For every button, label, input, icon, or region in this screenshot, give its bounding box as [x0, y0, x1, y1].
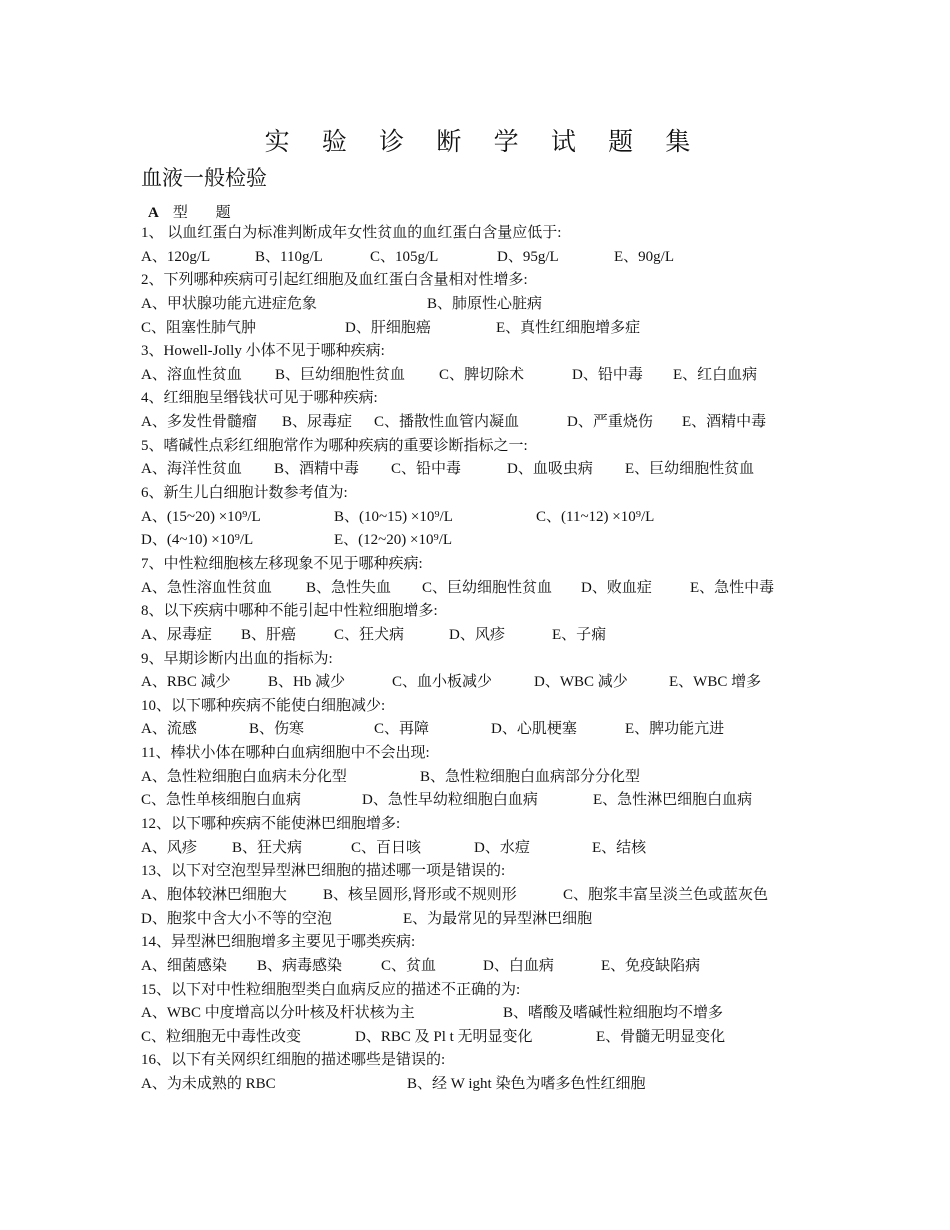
answer-option: B、尿毒症 [282, 414, 353, 431]
question-stem: 3、Howell-Jolly 小体不见于哪种疾病: [141, 343, 385, 360]
question-stem: 12、以下哪种疾病不能使淋巴细胞增多: [141, 816, 401, 833]
answer-options [141, 1026, 801, 1050]
answer-option: E、子痫 [552, 626, 607, 643]
answer-option: C、巨幼细胞性贫血 [422, 579, 553, 596]
answer-option: A、甲状腺功能亢进症危象 [141, 295, 317, 312]
question-text [141, 553, 801, 577]
answer-option: E、脾功能亢进 [625, 721, 725, 738]
question-stem: 6、新生儿白细胞计数参考值为: [141, 485, 348, 502]
answer-option: E、酒精中毒 [682, 414, 767, 431]
answer-option: C、粒细胞无中毒性改变 [141, 1028, 302, 1045]
answer-option: D、急性早幼粒细胞白血病 [362, 792, 538, 809]
answer-option: C、贫血 [381, 957, 437, 974]
answer-options [141, 1002, 801, 1026]
question-text [141, 931, 801, 955]
answer-option: A、溶血性贫血 [141, 366, 242, 383]
question-stem: 10、以下哪种疾病不能使白细胞减少: [141, 697, 386, 714]
answer-option: E、巨幼细胞性贫血 [625, 461, 755, 478]
answer-option: A、细菌感染 [141, 957, 227, 974]
question-text [141, 813, 801, 837]
answer-option: B、肝癌 [241, 626, 297, 643]
answer-option: B、急性失血 [306, 579, 392, 596]
answer-option: C、急性单核细胞白血病 [141, 792, 302, 809]
question-type-heading [148, 201, 243, 222]
answer-option: B、核呈圆形,肾形或不规则形 [323, 886, 517, 903]
answer-option: A、急性粒细胞白血病未分化型 [141, 768, 347, 785]
question-stem: 9、早期诊断内出血的指标为: [141, 650, 333, 667]
answer-option: B、病毒感染 [257, 957, 343, 974]
answer-options [141, 718, 801, 742]
answer-option: D、胞浆中含大小不等的空泡 [141, 910, 332, 927]
answer-option: C、百日咳 [351, 839, 422, 856]
answer-options [141, 506, 801, 530]
answer-option: A、多发性骨髓瘤 [141, 414, 257, 431]
question-stem: 13、以下对空泡型异型淋巴细胞的描述哪一项是错误的: [141, 863, 506, 880]
answer-option: A、WBC 中度增高以分叶核及杆状核为主 [141, 1005, 415, 1022]
question-text [141, 742, 801, 766]
answer-options [141, 884, 801, 908]
answer-option: E、骨髓无明显变化 [596, 1028, 726, 1045]
answer-option: A、海洋性贫血 [141, 461, 242, 478]
question-stem: 5、嗜碱性点彩红细胞常作为哪种疾病的重要诊断指标之一: [141, 437, 528, 454]
answer-option: C、再障 [374, 721, 430, 738]
question-text [141, 860, 801, 884]
answer-option: A、急性溶血性贫血 [141, 579, 272, 596]
answer-option: E、WBC 增多 [669, 674, 762, 691]
answer-option: B、狂犬病 [232, 839, 303, 856]
answer-option: D、水痘 [474, 839, 530, 856]
answer-option: B、伤寒 [249, 721, 305, 738]
answer-option: E、急性淋巴细胞白血病 [593, 792, 753, 809]
answer-option: C、播散性血管内凝血 [374, 414, 520, 431]
question-text [141, 979, 801, 1003]
answer-options [141, 458, 801, 482]
question-text [141, 1049, 801, 1073]
answer-options [141, 411, 801, 435]
answer-option: D、95g/L [497, 248, 559, 265]
answer-option: E、急性中毒 [690, 579, 775, 596]
answer-options [141, 837, 801, 861]
section-title: 血液一般检验 [141, 166, 267, 190]
answer-option: E、结核 [592, 839, 647, 856]
answer-options [141, 624, 801, 648]
answer-option: B、110g/L [255, 248, 323, 265]
answer-option: E、为最常见的异型淋巴细胞 [403, 910, 593, 927]
question-text [141, 695, 801, 719]
question-type-label: 型 题 [172, 205, 243, 221]
answer-options [141, 364, 801, 388]
answer-option: B、经 W ight 染色为嗜多色性红细胞 [407, 1076, 646, 1093]
answer-option: A、胞体较淋巴细胞大 [141, 886, 287, 903]
question-type-letter: A [148, 205, 159, 221]
answer-option: C、阻塞性肺气肿 [141, 319, 257, 336]
answer-options [141, 908, 801, 932]
answer-options [141, 577, 801, 601]
answer-options [141, 293, 801, 317]
answer-option: B、(10~15) ×10⁹/L [334, 508, 453, 525]
question-stem: 7、中性粒细胞核左移现象不见于哪种疾病: [141, 555, 423, 572]
answer-option: E、90g/L [614, 248, 674, 265]
answer-option: A、120g/L [141, 248, 211, 265]
page-title: 实 验 诊 断 学 试 题 集 [264, 129, 704, 156]
question-stem: 2、下列哪种疾病可引起红细胞及血红蛋白含量相对性增多: [141, 272, 528, 289]
answer-option: D、(4~10) ×10⁹/L [141, 532, 254, 549]
question-stem: 4、红细胞呈缗钱状可见于哪种疾病: [141, 390, 378, 407]
question-stem: 15、以下对中性粒细胞型类白血病反应的描述不正确的为: [141, 981, 521, 998]
answer-option: C、血小板减少 [392, 674, 493, 691]
answer-option: B、肺原性心脏病 [427, 295, 543, 312]
answer-option: A、为未成熟的 RBC [141, 1076, 276, 1093]
question-stem: 16、以下有关网织红细胞的描述哪些是错误的: [141, 1052, 446, 1069]
answer-option: D、严重烧伤 [567, 414, 653, 431]
answer-options [141, 246, 801, 270]
answer-option: A、RBC 减少 [141, 674, 231, 691]
answer-option: C、铅中毒 [391, 461, 462, 478]
question-text [141, 435, 801, 459]
answer-options [141, 766, 801, 790]
answer-option: A、流感 [141, 721, 197, 738]
answer-option: B、急性粒细胞白血病部分分化型 [420, 768, 641, 785]
answer-option: E、红白血病 [673, 366, 758, 383]
question-stem: 11、棒状小体在哪种白血病细胞中不会出现: [141, 745, 430, 762]
answer-option: D、WBC 减少 [534, 674, 628, 691]
answer-options [141, 529, 801, 553]
answer-option: D、血吸虫病 [507, 461, 593, 478]
answer-option: A、尿毒症 [141, 626, 212, 643]
answer-options [141, 671, 801, 695]
question-stem: 8、以下疾病中哪种不能引起中性粒细胞增多: [141, 603, 438, 620]
answer-option: E、免疫缺陷病 [601, 957, 701, 974]
question-text [141, 222, 801, 246]
answer-option: D、白血病 [483, 957, 554, 974]
question-list [141, 222, 801, 1097]
answer-option: E、(12~20) ×10⁹/L [334, 532, 453, 549]
question-text [141, 648, 801, 672]
question-text [141, 600, 801, 624]
question-text [141, 482, 801, 506]
answer-option: D、败血症 [581, 579, 652, 596]
answer-option: C、胞浆丰富呈淡兰色或蓝灰色 [563, 886, 769, 903]
question-stem: 14、异型淋巴细胞增多主要见于哪类疾病: [141, 934, 416, 951]
question-stem: 1、 以血红蛋白为标准判断成年女性贫血的血红蛋白含量应低于: [141, 225, 562, 241]
answer-options [141, 317, 801, 341]
answer-option: E、真性红细胞增多症 [496, 319, 641, 336]
question-text [141, 340, 801, 364]
answer-option: B、巨幼细胞性贫血 [275, 366, 406, 383]
answer-option: B、酒精中毒 [274, 461, 360, 478]
answer-option: D、风疹 [449, 626, 505, 643]
answer-option: C、脾切除术 [439, 366, 525, 383]
answer-option: C、狂犬病 [334, 626, 405, 643]
question-text [141, 387, 801, 411]
answer-option: B、Hb 减少 [268, 674, 346, 691]
answer-options [141, 1073, 801, 1097]
answer-options [141, 789, 801, 813]
answer-option: A、风疹 [141, 839, 197, 856]
answer-option: C、105g/L [370, 248, 439, 265]
answer-option: D、肝细胞癌 [345, 319, 431, 336]
answer-option: D、心肌梗塞 [491, 721, 577, 738]
answer-option: D、铅中毒 [572, 366, 643, 383]
answer-option: B、嗜酸及嗜碱性粒细胞均不增多 [503, 1005, 724, 1022]
answer-option: D、RBC 及 Pl t 无明显变化 [355, 1028, 533, 1045]
answer-option: A、(15~20) ×10⁹/L [141, 508, 261, 525]
question-text [141, 269, 801, 293]
answer-options [141, 955, 801, 979]
answer-option: C、(11~12) ×10⁹/L [536, 508, 655, 525]
